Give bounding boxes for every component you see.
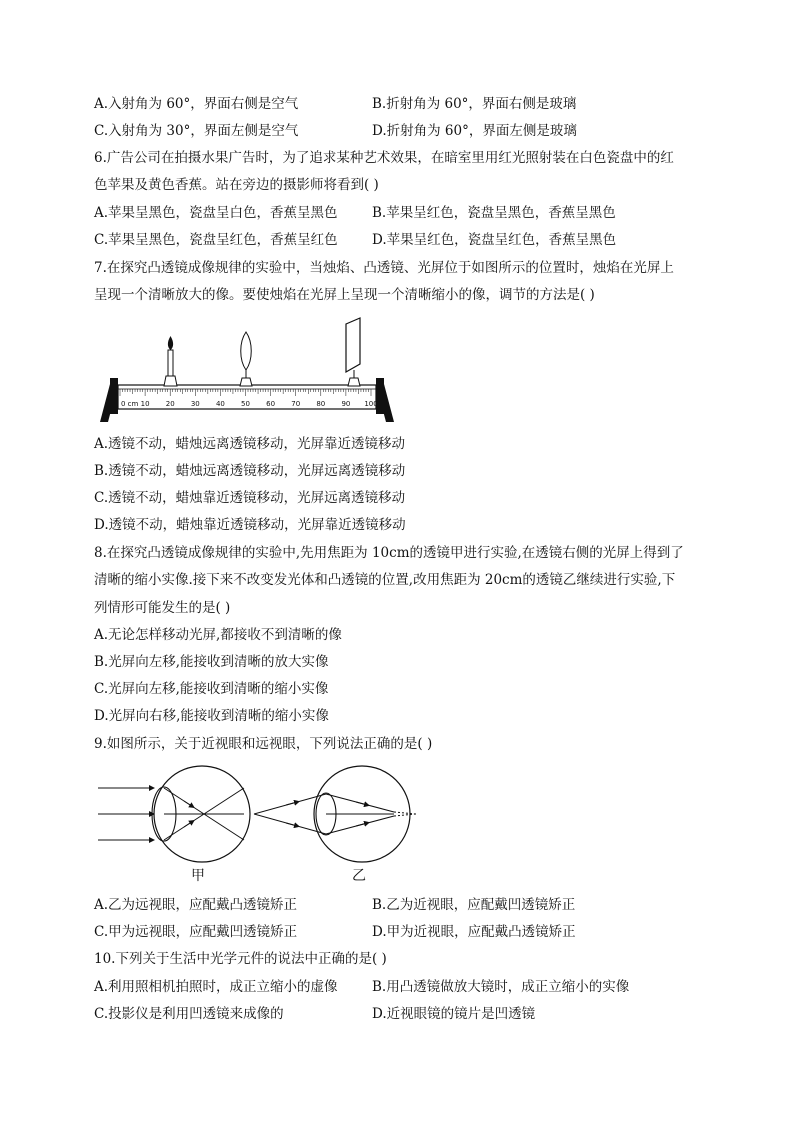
q8-option-d: D.光屏向右移,能接收到清晰的缩小实像 <box>94 708 329 724</box>
q7-stem-line-1: 7.在探究凸透镜成像规律的实验中，当烛焰、凸透镜、光屏位于如图所示的位置时，烛焰在光屏上 <box>94 260 674 276</box>
bench-label: 70 <box>291 400 301 408</box>
q10-option-a: A.利用照相机拍照时，成正立缩小的虚像 <box>94 979 338 995</box>
q6-stem-line-2: 色苹果及黄色香蕉。站在旁边的摄影师将看到( ) <box>94 177 379 193</box>
candle <box>164 336 177 386</box>
q8-option-a: A.无论怎样移动光屏,都接收不到清晰的像 <box>94 627 342 643</box>
q5-option-c: C.入射角为 30°，界面左侧是空气 <box>94 123 299 139</box>
q9-option-b: B.乙为近视眼，应配戴凹透镜矫正 <box>372 897 576 913</box>
q7-option-a: A.透镜不动，蜡烛远离透镜移动，光屏靠近透镜移动 <box>94 436 406 452</box>
q7-option-d: D.透镜不动，蜡烛靠近透镜移动，光屏靠近透镜移动 <box>94 517 406 533</box>
q10-option-b: B.用凸透镜做放大镜时，成正立缩小的实像 <box>372 979 630 995</box>
bench-label: 10 <box>140 400 150 408</box>
bench-label: 50 <box>241 400 250 408</box>
q9-option-d: D.甲为近视眼，应配戴凸透镜矫正 <box>372 924 576 940</box>
q9-option-c: C.甲为远视眼，应配戴凹透镜矫正 <box>94 924 298 940</box>
bench-label: 90 <box>341 400 351 408</box>
eye-left-label: 甲 <box>191 868 205 884</box>
q7-option-c: C.透镜不动，蜡烛靠近透镜移动，光屏远离透镜移动 <box>94 490 406 506</box>
bench-label: 80 <box>316 400 326 408</box>
bench-label: 40 <box>215 400 225 408</box>
convex-lens <box>240 332 252 386</box>
q5-option-a: A.入射角为 60°，界面右侧是空气 <box>94 96 299 112</box>
q10-stem: 10.下列关于生活中光学元件的说法中正确的是( ) <box>94 951 387 967</box>
q6-option-d: D.苹果呈红色，瓷盘呈红色，香蕉呈黑色 <box>372 232 617 248</box>
q6-option-b: B.苹果呈红色，瓷盘呈黑色，香蕉呈黑色 <box>372 205 616 221</box>
q8-stem-line-2: 清晰的缩小实像.接下来不改变发光体和凸透镜的位置,改用焦距为 20cm的透镜乙继续进行实验,下 <box>94 572 676 588</box>
light-screen <box>346 318 360 386</box>
bench-label: 0 cm <box>121 400 139 408</box>
q7-stem-line-2: 呈现一个清晰放大的像。要使烛焰在光屏上呈现一个清晰缩小的像，调节的方法是( ) <box>94 287 595 303</box>
eye-diagram-figure <box>94 762 434 888</box>
eye-right-label: 乙 <box>352 868 366 884</box>
q10-option-d: D.近视眼镜的镜片是凹透镜 <box>372 1006 536 1022</box>
bench-label: 20 <box>165 400 175 408</box>
bench-label: 60 <box>266 400 276 408</box>
optical-bench-figure <box>96 314 398 426</box>
q7-option-b: B.透镜不动，蜡烛远离透镜移动，光屏远离透镜移动 <box>94 463 406 479</box>
bench-label: 100 <box>364 400 378 408</box>
q6-option-a: A.苹果呈黑色，瓷盘呈白色，香蕉呈黑色 <box>94 205 338 221</box>
eye-right <box>254 766 416 862</box>
q10-option-c: C.投影仪是利用凹透镜来成像的 <box>94 1006 284 1022</box>
eye-left <box>98 766 250 862</box>
q5-option-b: B.折射角为 60°，界面右侧是玻璃 <box>372 96 577 112</box>
q8-option-b: B.光屏向左移,能接收到清晰的放大实像 <box>94 654 329 670</box>
q5-option-d: D.折射角为 60°，界面左侧是玻璃 <box>372 123 577 139</box>
q8-option-c: C.光屏向左移,能接收到清晰的缩小实像 <box>94 681 329 697</box>
bench-left-post <box>110 378 118 414</box>
bench-label: 30 <box>190 400 200 408</box>
q9-stem: 9.如图所示，关于近视眼和远视眼，下列说法正确的是( ) <box>94 736 433 752</box>
q8-stem-line-1: 8.在探究凸透镜成像规律的实验中,先用焦距为 10cm的透镜甲进行实验,在透镜右侧的光屏上得到了 <box>94 545 684 561</box>
q8-stem-line-3: 列情形可能发生的是( ) <box>94 600 231 616</box>
q9-option-a: A.乙为远视眼，应配戴凸透镜矫正 <box>94 897 298 913</box>
bench-right-post <box>376 378 384 414</box>
q6-stem-line-1: 6.广告公司在拍摄水果广告时，为了追求某种艺术效果，在暗室里用红光照射装在白色瓷盘中的红 <box>94 150 674 166</box>
q6-option-c: C.苹果呈黑色，瓷盘呈红色，香蕉呈红色 <box>94 232 338 248</box>
